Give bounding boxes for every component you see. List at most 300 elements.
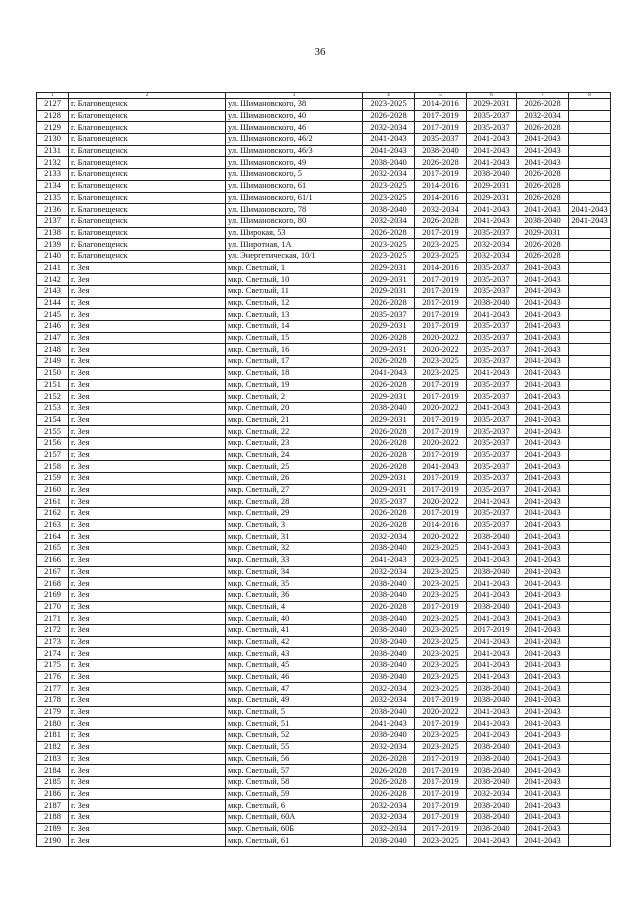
period-col5-cell: 2017-2019: [415, 449, 467, 461]
period-col8-cell: [569, 706, 611, 718]
table-row: [37, 192, 611, 204]
period-col8-cell: [569, 426, 611, 438]
address-cell: ул. Широкая, 53: [226, 227, 363, 239]
table-row: [37, 800, 611, 812]
period-col8-cell: [569, 239, 611, 251]
row-number-cell: 2154: [37, 414, 69, 426]
period-col4-cell: 2026-2028: [363, 753, 415, 765]
table-row: [37, 157, 611, 169]
settlement-cell: г. Зея: [69, 332, 226, 344]
period-col8-cell: [569, 122, 611, 134]
address-cell: мкр. Светлый, 20: [226, 402, 363, 414]
period-col4-cell: 2032-2034: [363, 800, 415, 812]
settlement-cell: г. Зея: [69, 613, 226, 625]
settlement-cell: г. Зея: [69, 753, 226, 765]
row-number-cell: 2184: [37, 765, 69, 777]
period-col5-cell: 2023-2025: [415, 624, 467, 636]
period-col4-cell: 2032-2034: [363, 823, 415, 835]
settlement-cell: г. Зея: [69, 624, 226, 636]
period-col5-cell: 2023-2025: [415, 543, 467, 555]
address-cell: мкр. Светлый, 59: [226, 788, 363, 800]
table-row: [37, 122, 611, 134]
settlement-cell: г. Зея: [69, 496, 226, 508]
period-col8-cell: 2041-2043: [569, 204, 611, 216]
period-col4-cell: 2026-2028: [363, 227, 415, 239]
period-col4-cell: 2026-2028: [363, 356, 415, 368]
period-col7-cell: 2041-2043: [517, 648, 569, 660]
table-row: [37, 508, 611, 520]
row-number-cell: 2149: [37, 356, 69, 368]
period-col8-cell: [569, 566, 611, 578]
row-number-cell: 2173: [37, 636, 69, 648]
address-cell: мкр. Светлый, 24: [226, 449, 363, 461]
settlement-cell: г. Зея: [69, 660, 226, 672]
settlement-cell: г. Зея: [69, 566, 226, 578]
period-col5-cell: 2017-2019: [415, 309, 467, 321]
settlement-cell: г. Зея: [69, 484, 226, 496]
period-col6-cell: 2035-2037: [467, 122, 517, 134]
settlement-cell: г. Благовещенск: [69, 110, 226, 122]
settlement-cell: г. Благовещенск: [69, 180, 226, 192]
period-col5-cell: 2023-2025: [415, 741, 467, 753]
period-col7-cell: 2041-2043: [517, 414, 569, 426]
period-col7-cell: 2041-2043: [517, 461, 569, 473]
period-col6-cell: 2041-2043: [467, 157, 517, 169]
period-col6-cell: 2041-2043: [467, 636, 517, 648]
table-row: [37, 753, 611, 765]
period-col7-cell: 2038-2040: [517, 215, 569, 227]
address-cell: мкр. Светлый, 35: [226, 578, 363, 590]
period-col4-cell: 2026-2028: [363, 519, 415, 531]
period-col8-cell: [569, 169, 611, 181]
address-cell: мкр. Светлый, 28: [226, 496, 363, 508]
period-col6-cell: 2035-2037: [467, 426, 517, 438]
settlement-cell: г. Благовещенск: [69, 192, 226, 204]
row-number-cell: 2176: [37, 671, 69, 683]
period-col8-cell: 2041-2043: [569, 215, 611, 227]
period-col8-cell: [569, 145, 611, 157]
period-col4-cell: 2029-2031: [363, 262, 415, 274]
settlement-cell: г. Зея: [69, 776, 226, 788]
period-col6-cell: 2035-2037: [467, 262, 517, 274]
table-row: [37, 169, 611, 181]
address-cell: мкр. Светлый, 40: [226, 613, 363, 625]
table-row: [37, 730, 611, 742]
settlement-cell: г. Зея: [69, 461, 226, 473]
row-number-cell: 2135: [37, 192, 69, 204]
period-col6-cell: 2038-2040: [467, 601, 517, 613]
settlement-cell: г. Зея: [69, 414, 226, 426]
period-col7-cell: 2041-2043: [517, 706, 569, 718]
period-col5-cell: 2023-2025: [415, 648, 467, 660]
row-number-cell: 2169: [37, 589, 69, 601]
row-number-cell: 2130: [37, 134, 69, 146]
settlement-cell: г. Благовещенск: [69, 157, 226, 169]
table-row: [37, 461, 611, 473]
table-row: [37, 145, 611, 157]
period-col7-cell: 2041-2043: [517, 578, 569, 590]
period-col7-cell: 2026-2028: [517, 122, 569, 134]
period-col4-cell: 2032-2034: [363, 566, 415, 578]
settlement-cell: г. Благовещенск: [69, 250, 226, 262]
period-col4-cell: 2026-2028: [363, 110, 415, 122]
settlement-cell: г. Зея: [69, 286, 226, 298]
period-col7-cell: 2041-2043: [517, 765, 569, 777]
address-cell: ул. Шимановского, 46/3: [226, 145, 363, 157]
period-col5-cell: 2017-2019: [415, 169, 467, 181]
settlement-cell: г. Зея: [69, 706, 226, 718]
settlement-cell: г. Зея: [69, 648, 226, 660]
period-col8-cell: [569, 578, 611, 590]
period-col7-cell: 2041-2043: [517, 636, 569, 648]
period-col4-cell: 2041-2043: [363, 718, 415, 730]
row-number-cell: 2165: [37, 543, 69, 555]
period-col6-cell: 2038-2040: [467, 695, 517, 707]
address-cell: мкр. Светлый, 18: [226, 367, 363, 379]
table-row: [37, 332, 611, 344]
table-row: [37, 835, 611, 847]
settlement-cell: г. Зея: [69, 554, 226, 566]
table-row: [37, 262, 611, 274]
row-number-cell: 2128: [37, 110, 69, 122]
period-col8-cell: [569, 543, 611, 555]
period-col5-cell: 2017-2019: [415, 800, 467, 812]
period-col8-cell: [569, 262, 611, 274]
period-col5-cell: 2017-2019: [415, 823, 467, 835]
row-number-cell: 2166: [37, 554, 69, 566]
period-col8-cell: [569, 776, 611, 788]
address-cell: мкр. Светлый, 23: [226, 437, 363, 449]
period-col4-cell: 2029-2031: [363, 473, 415, 485]
period-col8-cell: [569, 660, 611, 672]
period-col7-cell: 2041-2043: [517, 554, 569, 566]
period-col8-cell: [569, 508, 611, 520]
period-col7-cell: 2041-2043: [517, 811, 569, 823]
period-col7-cell: 2041-2043: [517, 484, 569, 496]
period-col8-cell: [569, 823, 611, 835]
period-col7-cell: 2041-2043: [517, 309, 569, 321]
period-col8-cell: [569, 379, 611, 391]
period-col4-cell: 2023-2025: [363, 250, 415, 262]
settlement-cell: г. Зея: [69, 788, 226, 800]
row-number-cell: 2129: [37, 122, 69, 134]
period-col8-cell: [569, 367, 611, 379]
period-col6-cell: 2041-2043: [467, 648, 517, 660]
table-row: [37, 788, 611, 800]
period-col5-cell: 2023-2025: [415, 671, 467, 683]
row-number-cell: 2178: [37, 695, 69, 707]
table-row: [37, 554, 611, 566]
table-row: [37, 578, 611, 590]
period-col7-cell: 2041-2043: [517, 601, 569, 613]
address-cell: ул. Шимановского, 80: [226, 215, 363, 227]
period-col8-cell: [569, 473, 611, 485]
period-col5-cell: 2020-2022: [415, 402, 467, 414]
period-col5-cell: 2023-2025: [415, 566, 467, 578]
period-col4-cell: 2038-2040: [363, 589, 415, 601]
row-number-cell: 2152: [37, 391, 69, 403]
column-number: 4: [363, 93, 415, 99]
period-col4-cell: 2029-2031: [363, 391, 415, 403]
period-col7-cell: 2041-2043: [517, 437, 569, 449]
settlement-cell: г. Зея: [69, 823, 226, 835]
period-col8-cell: [569, 227, 611, 239]
address-cell: ул. Энергетическая, 10/1: [226, 250, 363, 262]
address-cell: мкр. Светлый, 32: [226, 543, 363, 555]
period-col6-cell: 2041-2043: [467, 730, 517, 742]
period-col5-cell: 2023-2025: [415, 367, 467, 379]
row-number-cell: 2142: [37, 274, 69, 286]
period-col6-cell: 2041-2043: [467, 367, 517, 379]
period-col7-cell: 2041-2043: [517, 835, 569, 847]
period-col8-cell: [569, 437, 611, 449]
period-col4-cell: 2023-2025: [363, 180, 415, 192]
period-col6-cell: 2035-2037: [467, 519, 517, 531]
row-number-cell: 2141: [37, 262, 69, 274]
period-col6-cell: 2038-2040: [467, 811, 517, 823]
period-col5-cell: 2023-2025: [415, 356, 467, 368]
settlement-cell: г. Зея: [69, 449, 226, 461]
address-cell: ул. Шимановского, 61/1: [226, 192, 363, 204]
period-col6-cell: 2041-2043: [467, 613, 517, 625]
settlement-cell: г. Зея: [69, 262, 226, 274]
period-col8-cell: [569, 496, 611, 508]
period-col5-cell: 2014-2016: [415, 192, 467, 204]
period-col8-cell: [569, 157, 611, 169]
table-row: [37, 683, 611, 695]
table-row: [37, 811, 611, 823]
table-row: [37, 660, 611, 672]
period-col4-cell: 2029-2031: [363, 344, 415, 356]
period-col5-cell: 2041-2043: [415, 461, 467, 473]
address-cell: мкр. Светлый, 60А: [226, 811, 363, 823]
period-col5-cell: 2023-2025: [415, 589, 467, 601]
row-number-cell: 2139: [37, 239, 69, 251]
period-col8-cell: [569, 356, 611, 368]
table-body: [37, 93, 611, 847]
settlement-cell: г. Зея: [69, 344, 226, 356]
row-number-cell: 2156: [37, 437, 69, 449]
period-col4-cell: 2038-2040: [363, 578, 415, 590]
row-number-cell: 2158: [37, 461, 69, 473]
settlement-cell: г. Зея: [69, 543, 226, 555]
period-col5-cell: 2014-2016: [415, 180, 467, 192]
period-col8-cell: [569, 449, 611, 461]
period-col5-cell: 2017-2019: [415, 776, 467, 788]
row-number-cell: 2148: [37, 344, 69, 356]
row-number-cell: 2136: [37, 204, 69, 216]
row-number-cell: 2131: [37, 145, 69, 157]
period-col7-cell: 2026-2028: [517, 180, 569, 192]
period-col7-cell: 2041-2043: [517, 496, 569, 508]
table-row: [37, 566, 611, 578]
period-col7-cell: 2041-2043: [517, 356, 569, 368]
period-col6-cell: 2038-2040: [467, 566, 517, 578]
period-col4-cell: 2038-2040: [363, 835, 415, 847]
settlement-cell: г. Зея: [69, 356, 226, 368]
period-col7-cell: 2041-2043: [517, 730, 569, 742]
period-col8-cell: [569, 613, 611, 625]
table-row: [37, 286, 611, 298]
period-col7-cell: 2041-2043: [517, 741, 569, 753]
period-col6-cell: 2029-2031: [467, 192, 517, 204]
row-number-cell: 2150: [37, 367, 69, 379]
period-col8-cell: [569, 297, 611, 309]
period-col6-cell: 2035-2037: [467, 437, 517, 449]
period-col8-cell: [569, 811, 611, 823]
period-col6-cell: 2038-2040: [467, 169, 517, 181]
period-col7-cell: 2026-2028: [517, 192, 569, 204]
period-col7-cell: 2041-2043: [517, 660, 569, 672]
period-col6-cell: 2017-2019: [467, 624, 517, 636]
period-col4-cell: 2038-2040: [363, 706, 415, 718]
period-col5-cell: 2017-2019: [415, 508, 467, 520]
period-col7-cell: 2041-2043: [517, 800, 569, 812]
settlement-cell: г. Зея: [69, 695, 226, 707]
period-col4-cell: 2038-2040: [363, 402, 415, 414]
address-cell: мкр. Светлый, 13: [226, 309, 363, 321]
period-col8-cell: [569, 274, 611, 286]
row-number-cell: 2172: [37, 624, 69, 636]
period-col7-cell: 2041-2043: [517, 402, 569, 414]
period-col6-cell: 2032-2034: [467, 788, 517, 800]
period-col7-cell: 2041-2043: [517, 683, 569, 695]
row-number-cell: 2147: [37, 332, 69, 344]
address-cell: мкр. Светлый, 1: [226, 262, 363, 274]
row-number-cell: 2159: [37, 473, 69, 485]
row-number-cell: 2170: [37, 601, 69, 613]
period-col7-cell: 2041-2043: [517, 426, 569, 438]
period-col4-cell: 2038-2040: [363, 648, 415, 660]
period-col6-cell: 2035-2037: [467, 274, 517, 286]
period-col6-cell: 2038-2040: [467, 531, 517, 543]
address-cell: мкр. Светлый, 15: [226, 332, 363, 344]
period-col8-cell: [569, 192, 611, 204]
column-number: 6: [467, 93, 517, 99]
period-col4-cell: 2038-2040: [363, 204, 415, 216]
table-row: [37, 613, 611, 625]
address-cell: мкр. Светлый, 61: [226, 835, 363, 847]
period-col6-cell: 2041-2043: [467, 543, 517, 555]
row-number-cell: 2188: [37, 811, 69, 823]
period-col5-cell: 2014-2016: [415, 99, 467, 111]
period-col5-cell: 2020-2022: [415, 706, 467, 718]
row-number-cell: 2161: [37, 496, 69, 508]
period-col5-cell: 2023-2025: [415, 660, 467, 672]
period-col7-cell: 2041-2043: [517, 776, 569, 788]
table-row: [37, 426, 611, 438]
period-col4-cell: 2029-2031: [363, 286, 415, 298]
period-col8-cell: [569, 589, 611, 601]
row-number-cell: 2164: [37, 531, 69, 543]
address-cell: мкр. Светлый, 21: [226, 414, 363, 426]
table-row: [37, 671, 611, 683]
address-cell: мкр. Светлый, 60Б: [226, 823, 363, 835]
period-col6-cell: 2041-2043: [467, 706, 517, 718]
period-col6-cell: 2041-2043: [467, 554, 517, 566]
period-col4-cell: 2038-2040: [363, 613, 415, 625]
period-col8-cell: [569, 309, 611, 321]
period-col6-cell: 2035-2037: [467, 321, 517, 333]
period-col8-cell: [569, 718, 611, 730]
period-col4-cell: 2023-2025: [363, 192, 415, 204]
period-col4-cell: 2038-2040: [363, 660, 415, 672]
period-col5-cell: 2017-2019: [415, 286, 467, 298]
period-col4-cell: 2026-2028: [363, 437, 415, 449]
settlement-cell: г. Зея: [69, 391, 226, 403]
period-col4-cell: 2032-2034: [363, 695, 415, 707]
settlement-cell: г. Благовещенск: [69, 122, 226, 134]
address-cell: ул. Шимановского, 40: [226, 110, 363, 122]
settlement-cell: г. Зея: [69, 765, 226, 777]
period-col4-cell: 2041-2043: [363, 554, 415, 566]
period-col6-cell: 2041-2043: [467, 578, 517, 590]
page-number: 36: [314, 46, 326, 58]
settlement-cell: г. Благовещенск: [69, 215, 226, 227]
period-col4-cell: 2035-2037: [363, 309, 415, 321]
period-col4-cell: 2026-2028: [363, 297, 415, 309]
table-row: [37, 297, 611, 309]
period-col6-cell: 2041-2043: [467, 671, 517, 683]
table-row: [37, 309, 611, 321]
settlement-cell: г. Благовещенск: [69, 204, 226, 216]
period-col8-cell: [569, 250, 611, 262]
settlement-cell: г. Зея: [69, 800, 226, 812]
table-row: [37, 484, 611, 496]
row-number-cell: 2163: [37, 519, 69, 531]
row-number-cell: 2144: [37, 297, 69, 309]
period-col4-cell: 2026-2028: [363, 788, 415, 800]
address-cell: мкр. Светлый, 22: [226, 426, 363, 438]
period-col7-cell: 2041-2043: [517, 788, 569, 800]
period-col4-cell: 2029-2031: [363, 484, 415, 496]
period-col7-cell: 2026-2028: [517, 99, 569, 111]
row-number-cell: 2187: [37, 800, 69, 812]
period-col8-cell: [569, 461, 611, 473]
period-col6-cell: 2035-2037: [467, 414, 517, 426]
row-number-cell: 2167: [37, 566, 69, 578]
period-col7-cell: 2029-2031: [517, 227, 569, 239]
table-row: [37, 695, 611, 707]
row-number-cell: 2155: [37, 426, 69, 438]
table-row: [37, 473, 611, 485]
address-cell: мкр. Светлый, 45: [226, 660, 363, 672]
period-col4-cell: 2029-2031: [363, 414, 415, 426]
address-cell: мкр. Светлый, 49: [226, 695, 363, 707]
period-col6-cell: 2035-2037: [467, 391, 517, 403]
address-cell: мкр. Светлый, 46: [226, 671, 363, 683]
period-col5-cell: 2017-2019: [415, 321, 467, 333]
period-col8-cell: [569, 402, 611, 414]
row-number-cell: 2138: [37, 227, 69, 239]
row-number-cell: 2143: [37, 286, 69, 298]
table-row: [37, 110, 611, 122]
period-col8-cell: [569, 671, 611, 683]
address-cell: ул. Шимановского, 78: [226, 204, 363, 216]
settlement-cell: г. Благовещенск: [69, 169, 226, 181]
row-number-cell: 2132: [37, 157, 69, 169]
period-col6-cell: 2035-2037: [467, 508, 517, 520]
settlement-cell: г. Зея: [69, 589, 226, 601]
period-col5-cell: 2023-2025: [415, 250, 467, 262]
period-col7-cell: 2041-2043: [517, 566, 569, 578]
table-row: [37, 344, 611, 356]
period-col6-cell: 2038-2040: [467, 823, 517, 835]
period-col7-cell: 2041-2043: [517, 753, 569, 765]
table-row: [37, 823, 611, 835]
settlement-cell: г. Зея: [69, 309, 226, 321]
address-cell: мкр. Светлый, 27: [226, 484, 363, 496]
